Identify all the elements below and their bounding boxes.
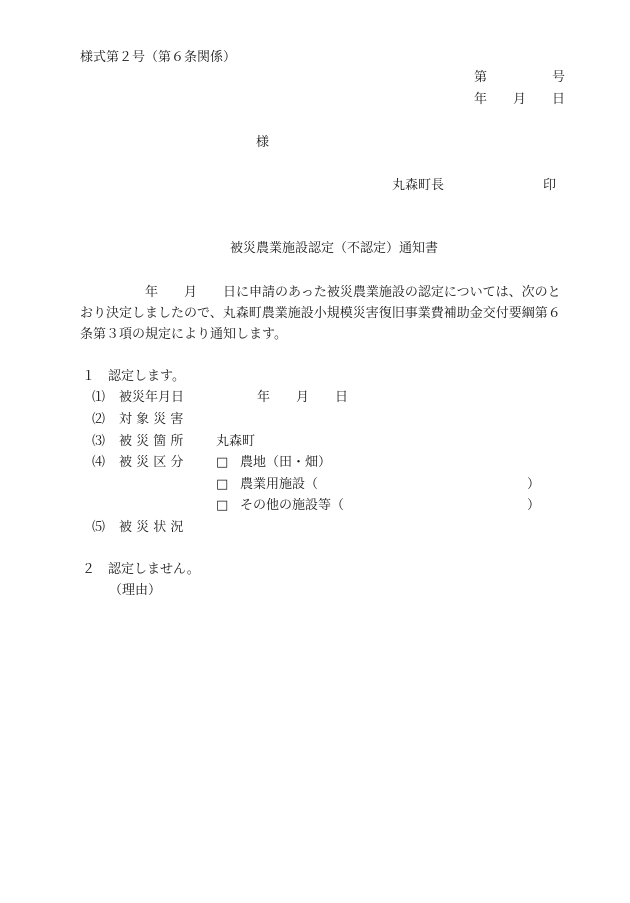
item-label-disaster-location: 被 災 箇 所 (119, 434, 184, 449)
item-number: ⑵ (92, 412, 106, 427)
issuer-title: 丸森町長 (392, 178, 445, 193)
item-label-disaster-date: 被災年月日 (119, 390, 185, 405)
intro-line-2: おり決定しましたので、丸森町農業施設小規模災害復旧事業費補助金交付要綱第６ (80, 306, 561, 321)
item-number: ⑷ (92, 455, 106, 470)
disaster-location-value: 丸森町 (216, 434, 256, 449)
intro-line-3: 条第３項の規定により通知します。 (80, 327, 287, 342)
intro-line-1: 年 月 日に申請のあった被災農業施設の認定については、次のと (80, 285, 561, 300)
reason-label: （理由） (109, 583, 162, 598)
category-checkbox-other-facility[interactable]: □ (216, 498, 229, 513)
category-checkbox-agricultural-facility[interactable]: □ (216, 477, 229, 492)
item-label-disaster-category: 被 災 区 分 (119, 455, 184, 470)
intro-paragraph (80, 282, 561, 345)
item-number: ⑸ (92, 520, 106, 535)
document-number-line: 第 号 (474, 70, 566, 85)
item-number: ⑴ (92, 390, 106, 405)
issue-date-line: 年 月 日 (474, 92, 566, 107)
category-label-other-facility: その他の施設等（ (240, 498, 345, 513)
addressee-suffix: 様 (256, 135, 270, 150)
disaster-date-value: 年 月 日 (205, 390, 349, 405)
item-label-disaster-status: 被 災 状 況 (119, 520, 184, 535)
section-1-heading: １ 認定します。 (82, 369, 185, 384)
close-paren: ） (527, 498, 541, 513)
item-number: ⑶ (92, 434, 106, 449)
category-checkbox-farmland[interactable]: □ (216, 455, 229, 470)
seal-mark: 印 (543, 178, 557, 193)
category-label-agricultural-facility: 農業用施設（ (240, 477, 319, 492)
section-2-heading: ２ 認定しません。 (82, 562, 200, 577)
close-paren: ） (527, 477, 541, 492)
item-label-target-disaster: 対 象 災 害 (119, 412, 184, 427)
form-number-label: 様式第２号（第６条関係） (80, 50, 237, 65)
document-title: 被災農業施設認定（不認定）通知書 (230, 241, 439, 256)
category-label-farmland: 農地（田・畑） (240, 455, 332, 470)
